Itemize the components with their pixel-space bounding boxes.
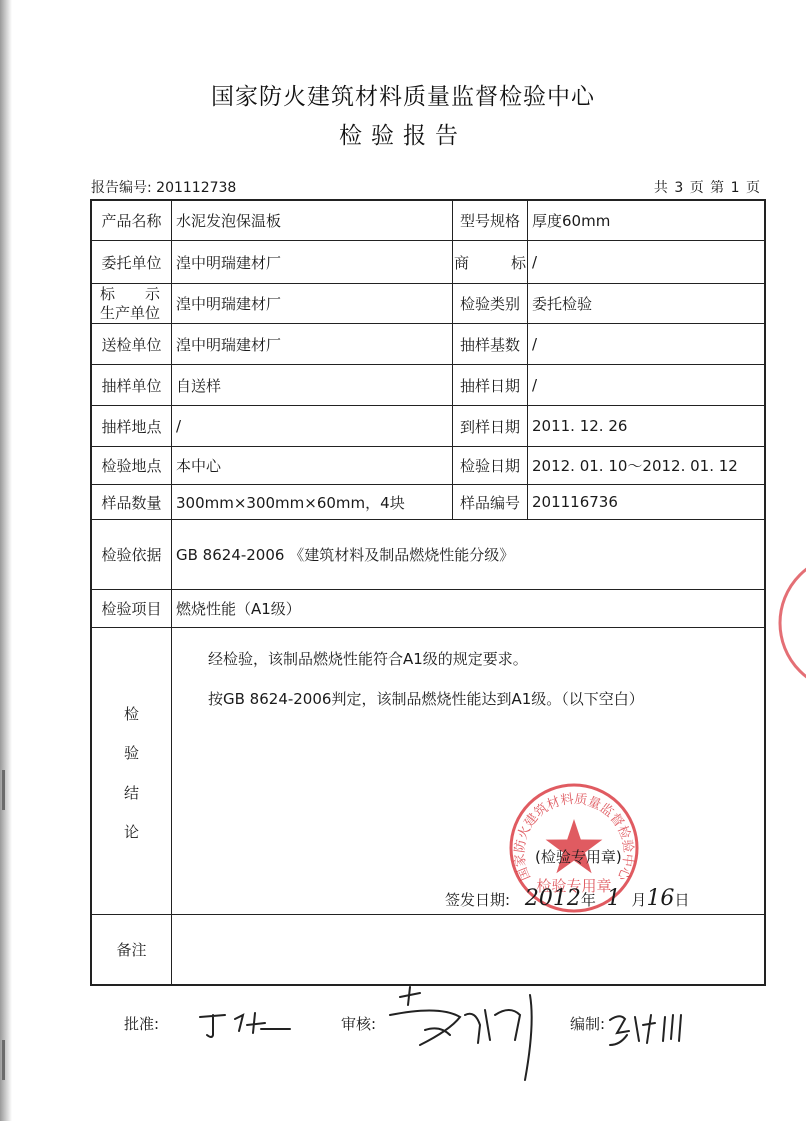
seal-bottom-text: 检验专用章 <box>536 877 612 895</box>
value-test-place: 本中心 <box>176 457 222 475</box>
label-sample-no: 样品编号 <box>459 493 520 512</box>
issue-date-label: 签发日期: <box>445 891 511 909</box>
conclusion-label-char: 结 <box>124 784 140 802</box>
value-sample-no: 201116736 <box>532 493 618 511</box>
conclusion-label-char: 验 <box>124 744 140 762</box>
value-trademark: / <box>532 253 538 271</box>
report-number-value: 201112738 <box>156 180 237 196</box>
report-number-label: 报告编号: <box>91 180 152 196</box>
compile-label: 编制: <box>570 1015 606 1033</box>
label-test-date: 检验日期 <box>459 457 520 475</box>
label-test-place: 检验地点 <box>101 457 162 475</box>
review-label: 审核: <box>341 1015 377 1033</box>
label-manufacturer <box>92 284 171 323</box>
value-product-name: 水泥发泡保温板 <box>176 211 282 230</box>
label-sampling-unit: 抽样单位 <box>101 376 162 395</box>
label-test-category: 检验类别 <box>459 295 520 313</box>
label-manufacturer-c: 生产单位 <box>100 303 161 322</box>
report-number <box>91 177 236 197</box>
value-manufacturer: 湟中明瑞建材厂 <box>176 295 282 313</box>
value-sampling-unit: 自送样 <box>176 376 222 395</box>
value-test-date: 2012. 01. 10～2012. 01. 12 <box>532 457 738 475</box>
label-product-name: 产品名称 <box>101 211 162 230</box>
value-basis: GB 8624-2006 《建筑材料及制品燃烧性能分级》 <box>176 546 515 564</box>
scan-edge-mark <box>2 1040 5 1080</box>
label-submitter: 送检单位 <box>101 335 162 354</box>
value-sampling-place: / <box>176 417 182 435</box>
row-divider <box>90 627 766 628</box>
issue-ri: 日 <box>674 891 690 909</box>
partial-seal-edge <box>778 548 806 698</box>
compile-signature <box>605 1005 695 1050</box>
seal-label: (检验专用章) <box>535 848 622 866</box>
review-signature <box>380 985 550 1085</box>
label-basis: 检验依据 <box>101 546 162 564</box>
value-test-items: 燃烧性能（A1级） <box>176 600 301 618</box>
partial-seal-ring <box>780 555 806 691</box>
label-model-spec: 型号规格 <box>459 211 520 230</box>
seal-ring-path-text: 国家防火建筑材料质量监督检验中心 <box>512 791 636 883</box>
label-remarks: 备注 <box>116 941 147 959</box>
doc-title: 检验报告 <box>339 123 467 149</box>
label-trademark <box>453 241 527 283</box>
scan-edge <box>0 0 12 1121</box>
conclusion-label-char: 检 <box>124 705 140 723</box>
issue-nian: 年 <box>580 891 596 909</box>
label-sample-base: 抽样基数 <box>459 335 520 354</box>
conclusion-line-2: 按GB 8624-2006判定，该制品燃烧性能达到A1级。（以下空白） <box>208 690 644 708</box>
issue-month: 1 <box>606 886 621 911</box>
label-manufacturer-a: 标 <box>100 284 116 303</box>
issue-yue: 月 <box>631 891 647 909</box>
scan-edge-mark <box>2 770 5 810</box>
label-trademark-b: 标 <box>510 253 526 272</box>
approve-signature <box>195 1005 295 1040</box>
value-sampling-date: / <box>532 376 538 394</box>
label-sampling-place: 抽样地点 <box>101 417 162 436</box>
issue-year: 2012 <box>524 886 581 911</box>
value-client: 湟中明瑞建材厂 <box>176 253 282 272</box>
issue-date <box>445 886 689 911</box>
page-info: 共 3 页 第 1 页 <box>653 180 761 196</box>
value-submitter: 湟中明瑞建材厂 <box>176 335 282 354</box>
label-sample-qty: 样品数量 <box>101 493 162 512</box>
value-remarks <box>172 915 762 984</box>
label-test-items: 检验项目 <box>101 600 162 618</box>
value-test-category: 委托检验 <box>532 295 593 313</box>
conclusion-line-1: 经检验，该制品燃烧性能符合A1级的规定要求。 <box>208 650 528 668</box>
label-manufacturer-b: 示 <box>144 284 160 303</box>
label-client: 委托单位 <box>101 253 162 272</box>
org-title: 国家防火建筑材料质量监督检验中心 <box>211 84 595 110</box>
conclusion-label-char: 论 <box>124 823 140 841</box>
approve-label: 批准: <box>124 1015 160 1033</box>
label-trademark-a: 商 <box>454 253 470 272</box>
value-sample-qty: 300mm×300mm×60mm，4块 <box>176 493 405 512</box>
label-arrival-date: 到样日期 <box>459 417 520 436</box>
label-sampling-date: 抽样日期 <box>459 376 520 395</box>
value-model-spec: 厚度60mm <box>532 211 611 230</box>
issue-day: 16 <box>646 886 675 911</box>
value-arrival-date: 2011. 12. 26 <box>532 417 628 435</box>
value-sample-base: / <box>532 335 538 353</box>
